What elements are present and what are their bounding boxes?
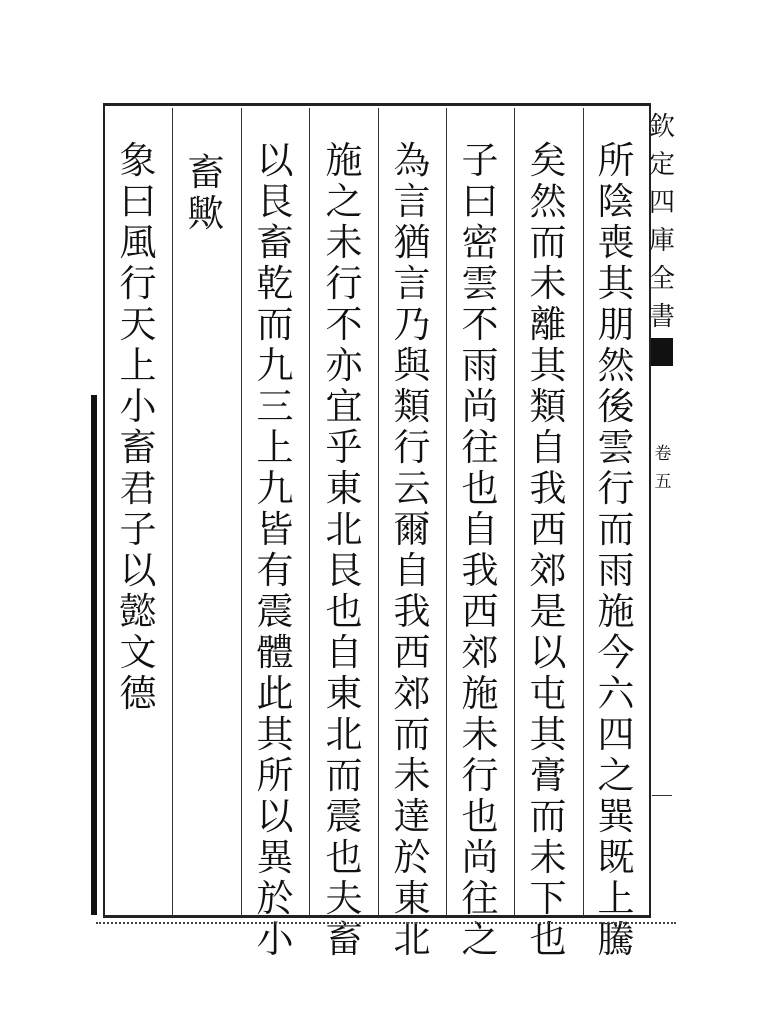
margin-volume-label (652, 440, 674, 496)
character: 而 (529, 221, 567, 264)
character: 歟 (187, 192, 225, 235)
character: 子 (119, 508, 157, 551)
column-rule (378, 108, 379, 916)
character: 於 (393, 836, 431, 879)
character: 云 (393, 467, 431, 510)
character: 西 (393, 631, 431, 674)
character: 風 (119, 221, 157, 264)
character: 而 (325, 754, 363, 797)
text-column-6 (247, 140, 303, 960)
character: 曰 (119, 180, 157, 223)
margin-character: 四 (648, 188, 675, 218)
character: 西 (461, 590, 499, 633)
character: 朋 (597, 303, 635, 346)
character: 自 (529, 426, 567, 469)
character: 膏 (529, 754, 567, 797)
character: 也 (461, 795, 499, 838)
character: 喪 (597, 221, 635, 264)
character: 象 (119, 139, 157, 182)
character: 所 (256, 754, 294, 797)
character: 尚 (461, 836, 499, 879)
column-rule (309, 108, 310, 916)
column-rule (446, 108, 447, 916)
character: 其 (256, 713, 294, 756)
text-column-7 (178, 152, 234, 234)
character: 畜 (187, 151, 225, 194)
character: 是 (529, 590, 567, 633)
margin-character: 欽 (648, 112, 675, 142)
character: 東 (325, 467, 363, 510)
character: 體 (256, 631, 294, 674)
character: 其 (597, 262, 635, 305)
bottom-rule (96, 922, 676, 924)
character: 郊 (529, 549, 567, 592)
character: 四 (597, 713, 635, 756)
character: 其 (529, 344, 567, 387)
character: 也 (461, 467, 499, 510)
character: 類 (393, 385, 431, 428)
character: 後 (597, 385, 635, 428)
text-column-2 (520, 140, 576, 960)
character: 德 (119, 672, 157, 715)
character: 震 (325, 795, 363, 838)
character: 陰 (597, 180, 635, 223)
character: 言 (393, 262, 431, 305)
character: 我 (529, 467, 567, 510)
character: 未 (529, 836, 567, 879)
character: 東 (393, 877, 431, 920)
margin-character: 五 (654, 472, 672, 492)
character: 騰 (597, 918, 635, 961)
character: 行 (325, 262, 363, 305)
character: 畜 (325, 918, 363, 961)
character: 畜 (256, 221, 294, 264)
character: 上 (256, 426, 294, 469)
character: 言 (393, 180, 431, 223)
character: 小 (256, 918, 294, 961)
character: 於 (256, 877, 294, 920)
character: 之 (597, 754, 635, 797)
character: 自 (325, 631, 363, 674)
column-rule (514, 108, 515, 916)
margin-character: 卷 (654, 444, 672, 464)
character: 而 (256, 303, 294, 346)
character: 雨 (461, 344, 499, 387)
character: 自 (461, 508, 499, 551)
character: 不 (325, 303, 363, 346)
character: 子 (461, 139, 499, 182)
character: 之 (325, 180, 363, 223)
character: 文 (119, 631, 157, 674)
character: 雲 (597, 426, 635, 469)
character: 下 (529, 877, 567, 920)
character: 類 (529, 385, 567, 428)
character: 北 (325, 713, 363, 756)
character: 屯 (529, 672, 567, 715)
character: 往 (461, 877, 499, 920)
character: 施 (597, 590, 635, 633)
left-margin-bar (91, 395, 97, 915)
character: 矣 (529, 139, 567, 182)
character: 行 (393, 426, 431, 469)
character: 君 (119, 467, 157, 510)
character: 自 (393, 549, 431, 592)
column-rule (241, 108, 242, 916)
character: 九 (256, 344, 294, 387)
character: 達 (393, 795, 431, 838)
text-column-3 (452, 140, 508, 960)
character: 未 (325, 221, 363, 264)
character: 以 (119, 549, 157, 592)
text-column-1 (588, 140, 644, 960)
character: 艮 (256, 180, 294, 223)
character: 也 (325, 590, 363, 633)
character: 然 (597, 344, 635, 387)
character: 艮 (325, 549, 363, 592)
character: 以 (256, 139, 294, 182)
character: 上 (597, 877, 635, 920)
character: 今 (597, 631, 635, 674)
character: 未 (529, 262, 567, 305)
margin-character: 書 (648, 302, 675, 332)
character: 爾 (393, 508, 431, 551)
character: 巽 (597, 795, 635, 838)
character: 曰 (461, 180, 499, 223)
character: 未 (393, 754, 431, 797)
character: 夫 (325, 877, 363, 920)
character: 也 (529, 918, 567, 961)
character: 東 (325, 672, 363, 715)
margin-tick (652, 795, 672, 796)
character: 有 (256, 549, 294, 592)
character: 而 (393, 713, 431, 756)
text-column-4 (384, 140, 440, 960)
character: 乎 (325, 426, 363, 469)
character: 不 (461, 303, 499, 346)
character: 乾 (256, 262, 294, 305)
character: 往 (461, 426, 499, 469)
character: 雲 (461, 262, 499, 305)
character: 乃 (393, 303, 431, 346)
character: 皆 (256, 508, 294, 551)
character: 三 (256, 385, 294, 428)
column-rule (583, 108, 584, 916)
character: 小 (119, 385, 157, 428)
text-column-8 (110, 140, 166, 714)
character: 施 (325, 139, 363, 182)
character: 為 (393, 139, 431, 182)
character: 此 (256, 672, 294, 715)
text-column-5 (316, 140, 372, 960)
character: 之 (461, 918, 499, 961)
character: 震 (256, 590, 294, 633)
character: 西 (529, 508, 567, 551)
character: 以 (529, 631, 567, 674)
margin-character: 定 (648, 150, 675, 180)
character: 尚 (461, 385, 499, 428)
character: 宜 (325, 385, 363, 428)
margin-character: 庫 (648, 226, 675, 256)
character: 行 (119, 262, 157, 305)
character: 郊 (393, 672, 431, 715)
character: 與 (393, 344, 431, 387)
character: 也 (325, 836, 363, 879)
character: 我 (393, 590, 431, 633)
fish-tail-mark (651, 338, 673, 366)
character: 郊 (461, 631, 499, 674)
character: 九 (256, 467, 294, 510)
character: 六 (597, 672, 635, 715)
character: 雨 (597, 549, 635, 592)
character: 所 (597, 139, 635, 182)
character: 天 (119, 303, 157, 346)
margin-book-title (647, 108, 677, 336)
character: 猶 (393, 221, 431, 264)
character: 施 (461, 672, 499, 715)
character: 行 (461, 754, 499, 797)
character: 其 (529, 713, 567, 756)
character: 而 (597, 508, 635, 551)
character: 懿 (119, 590, 157, 633)
character: 行 (597, 467, 635, 510)
character: 離 (529, 303, 567, 346)
character: 異 (256, 836, 294, 879)
character: 亦 (325, 344, 363, 387)
character: 然 (529, 180, 567, 223)
character: 密 (461, 221, 499, 264)
character: 既 (597, 836, 635, 879)
margin-character: 全 (648, 264, 675, 294)
character: 而 (529, 795, 567, 838)
character: 北 (325, 508, 363, 551)
column-rule (172, 108, 173, 916)
character: 以 (256, 795, 294, 838)
character: 上 (119, 344, 157, 387)
character: 未 (461, 713, 499, 756)
character: 北 (393, 918, 431, 961)
character: 我 (461, 549, 499, 592)
character: 畜 (119, 426, 157, 469)
